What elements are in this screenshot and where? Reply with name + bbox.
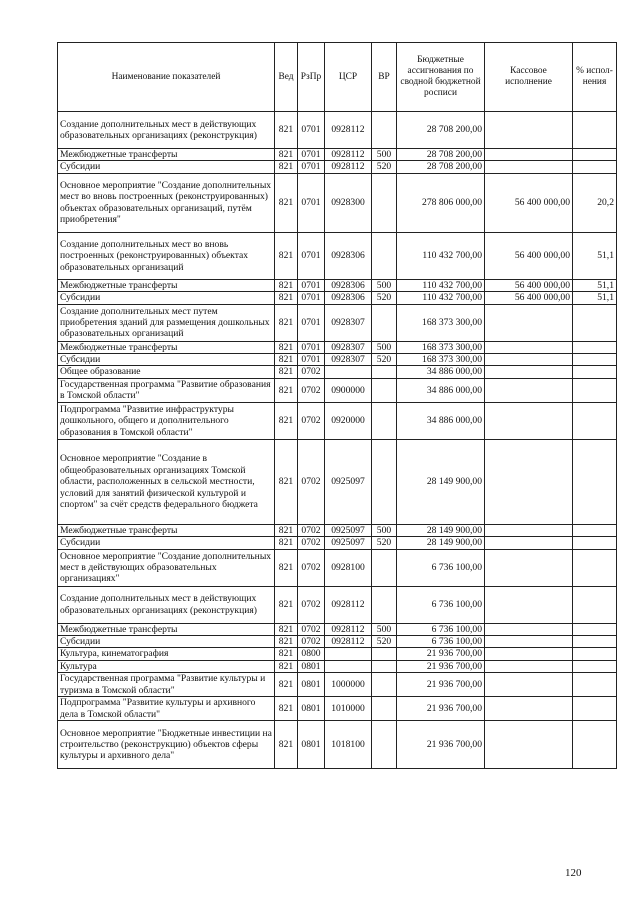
header-kassa: Кассовое исполнение <box>485 43 573 112</box>
table-row <box>58 439 617 524</box>
row-budget: 21 936 700,00 <box>397 673 485 697</box>
row-rzpr: 0702 <box>298 524 325 536</box>
row-budget: 168 373 300,00 <box>397 304 485 341</box>
budget-execution-table <box>57 42 617 769</box>
row-vr <box>372 648 397 660</box>
page-number: 120 <box>565 867 582 879</box>
row-ved: 821 <box>275 378 298 402</box>
row-kassa <box>485 402 573 439</box>
row-ved: 821 <box>275 537 298 549</box>
row-csr: 0925097 <box>325 524 372 536</box>
row-rzpr: 0702 <box>298 549 325 586</box>
table-row <box>58 173 617 232</box>
row-kassa <box>485 524 573 536</box>
row-pct <box>573 623 617 635</box>
header-ved: Вед <box>275 43 298 112</box>
row-pct <box>573 721 617 769</box>
row-rzpr: 0702 <box>298 623 325 635</box>
row-name: Культура, кинематография <box>58 648 275 660</box>
row-ved: 821 <box>275 648 298 660</box>
row-budget: 21 936 700,00 <box>397 721 485 769</box>
row-ved: 821 <box>275 279 298 291</box>
row-csr: 1018100 <box>325 721 372 769</box>
header-budget: Бюджетные ассигнования по сводной бюджетной росписи <box>397 43 485 112</box>
table-row <box>58 292 617 304</box>
row-pct <box>573 586 617 623</box>
table-row <box>58 378 617 402</box>
row-name: Культура <box>58 660 275 672</box>
row-name: Создание дополнительных мест в действующих образовательных организациях (реконструкция) <box>58 112 275 149</box>
row-kassa <box>485 439 573 524</box>
row-ved: 821 <box>275 304 298 341</box>
row-kassa <box>485 636 573 648</box>
table-row <box>58 636 617 648</box>
row-rzpr: 0702 <box>298 378 325 402</box>
row-kassa <box>485 354 573 366</box>
row-kassa <box>485 648 573 660</box>
row-rzpr: 0701 <box>298 354 325 366</box>
row-rzpr: 0702 <box>298 402 325 439</box>
row-name: Подпрограмма "Развитие культуры и архивного дела в Томской области" <box>58 697 275 721</box>
row-ved: 821 <box>275 161 298 173</box>
row-vr <box>372 232 397 279</box>
budget-table-container <box>57 42 616 769</box>
row-rzpr: 0801 <box>298 673 325 697</box>
row-ved: 821 <box>275 697 298 721</box>
row-vr <box>372 378 397 402</box>
row-vr <box>372 721 397 769</box>
row-csr: 0925097 <box>325 439 372 524</box>
row-vr <box>372 112 397 149</box>
row-csr: 1010000 <box>325 697 372 721</box>
row-csr: 0928307 <box>325 341 372 353</box>
row-budget: 28 708 200,00 <box>397 112 485 149</box>
row-budget: 6 736 100,00 <box>397 623 485 635</box>
row-name: Государственная программа "Развитие культуры и туризма в Томской области" <box>58 673 275 697</box>
row-budget: 6 736 100,00 <box>397 549 485 586</box>
row-ved: 821 <box>275 721 298 769</box>
row-vr <box>372 439 397 524</box>
row-rzpr: 0701 <box>298 161 325 173</box>
row-rzpr: 0701 <box>298 112 325 149</box>
row-kassa <box>485 341 573 353</box>
row-kassa <box>485 161 573 173</box>
row-budget: 168 373 300,00 <box>397 354 485 366</box>
row-csr: 0928112 <box>325 586 372 623</box>
table-row <box>58 623 617 635</box>
table-row <box>58 354 617 366</box>
row-ved: 821 <box>275 623 298 635</box>
row-name: Создание дополнительных мест во вновь построенных (реконструированных) объектах образовательных организаций <box>58 232 275 279</box>
table-row <box>58 660 617 672</box>
row-vr: 520 <box>372 636 397 648</box>
row-csr: 0928306 <box>325 232 372 279</box>
row-kassa <box>485 149 573 161</box>
table-row <box>58 112 617 149</box>
row-ved: 821 <box>275 366 298 378</box>
table-header-row <box>58 43 617 112</box>
row-ved: 821 <box>275 112 298 149</box>
row-csr: 0928112 <box>325 149 372 161</box>
row-budget: 34 886 000,00 <box>397 378 485 402</box>
row-pct <box>573 549 617 586</box>
row-pct <box>573 648 617 660</box>
row-vr: 500 <box>372 623 397 635</box>
row-rzpr: 0701 <box>298 173 325 232</box>
row-pct <box>573 537 617 549</box>
table-row <box>58 149 617 161</box>
row-vr <box>372 173 397 232</box>
row-kassa: 56 400 000,00 <box>485 279 573 291</box>
row-vr: 520 <box>372 292 397 304</box>
row-csr: 0928307 <box>325 354 372 366</box>
row-rzpr: 0701 <box>298 279 325 291</box>
row-ved: 821 <box>275 524 298 536</box>
table-row <box>58 304 617 341</box>
row-name: Основное мероприятие "Создание дополнительных мест в действующих образовательных организациях" <box>58 549 275 586</box>
table-row <box>58 586 617 623</box>
row-pct: 51,1 <box>573 232 617 279</box>
row-name: Субсидии <box>58 636 275 648</box>
header-pct: % испол-нения <box>573 43 617 112</box>
table-row <box>58 648 617 660</box>
row-budget: 21 936 700,00 <box>397 660 485 672</box>
row-kassa <box>485 721 573 769</box>
row-name: Основное мероприятие "Бюджетные инвестиции на строительство (реконструкцию) объектов сферы культуры и архивного дела" <box>58 721 275 769</box>
row-vr: 500 <box>372 524 397 536</box>
row-pct: 51,1 <box>573 292 617 304</box>
row-pct <box>573 354 617 366</box>
row-csr: 0920000 <box>325 402 372 439</box>
row-budget: 110 432 700,00 <box>397 279 485 291</box>
row-vr <box>372 366 397 378</box>
row-ved: 821 <box>275 341 298 353</box>
row-vr <box>372 304 397 341</box>
header-name: Наименование показателей <box>58 43 275 112</box>
row-name: Межбюджетные трансферты <box>58 149 275 161</box>
table-row <box>58 549 617 586</box>
row-csr <box>325 660 372 672</box>
table-row <box>58 402 617 439</box>
row-ved: 821 <box>275 660 298 672</box>
row-kassa <box>485 366 573 378</box>
row-csr <box>325 648 372 660</box>
row-name: Межбюджетные трансферты <box>58 279 275 291</box>
row-budget: 28 708 200,00 <box>397 149 485 161</box>
row-pct <box>573 341 617 353</box>
row-pct: 20,2 <box>573 173 617 232</box>
table-row <box>58 721 617 769</box>
row-kassa <box>485 378 573 402</box>
table-row <box>58 232 617 279</box>
row-csr: 0928112 <box>325 112 372 149</box>
row-csr: 1000000 <box>325 673 372 697</box>
row-kassa <box>485 623 573 635</box>
row-vr: 500 <box>372 149 397 161</box>
row-csr: 0928100 <box>325 549 372 586</box>
row-vr <box>372 697 397 721</box>
row-kassa: 56 400 000,00 <box>485 292 573 304</box>
row-pct <box>573 366 617 378</box>
row-rzpr: 0702 <box>298 537 325 549</box>
table-row <box>58 673 617 697</box>
row-kassa: 56 400 000,00 <box>485 232 573 279</box>
table-row <box>58 279 617 291</box>
row-pct <box>573 112 617 149</box>
row-budget: 6 736 100,00 <box>397 586 485 623</box>
row-csr: 0928307 <box>325 304 372 341</box>
row-pct <box>573 304 617 341</box>
row-budget: 168 373 300,00 <box>397 341 485 353</box>
table-row <box>58 161 617 173</box>
row-vr <box>372 402 397 439</box>
row-ved: 821 <box>275 402 298 439</box>
row-name: Общее образование <box>58 366 275 378</box>
row-name: Межбюджетные трансферты <box>58 524 275 536</box>
header-rzpr: РзПр <box>298 43 325 112</box>
row-vr: 520 <box>372 161 397 173</box>
row-kassa <box>485 673 573 697</box>
row-budget: 110 432 700,00 <box>397 292 485 304</box>
row-ved: 821 <box>275 292 298 304</box>
row-name: Подпрограмма "Развитие инфраструктуры дошкольного, общего и дополнительного образования в Томской области" <box>58 402 275 439</box>
row-rzpr: 0701 <box>298 292 325 304</box>
row-ved: 821 <box>275 549 298 586</box>
row-csr: 0928112 <box>325 636 372 648</box>
row-name: Создание дополнительных мест в действующих образовательных организациях (реконструкция) <box>58 586 275 623</box>
row-ved: 821 <box>275 354 298 366</box>
row-rzpr: 0801 <box>298 660 325 672</box>
row-ved: 821 <box>275 586 298 623</box>
row-ved: 821 <box>275 673 298 697</box>
row-ved: 821 <box>275 439 298 524</box>
row-budget: 34 886 000,00 <box>397 366 485 378</box>
row-pct <box>573 161 617 173</box>
row-pct <box>573 402 617 439</box>
row-kassa <box>485 112 573 149</box>
header-vr: ВР <box>372 43 397 112</box>
table-row <box>58 341 617 353</box>
row-kassa: 56 400 000,00 <box>485 173 573 232</box>
row-name: Межбюджетные трансферты <box>58 341 275 353</box>
row-name: Создание дополнительных мест путем приобретения зданий для размещения дошкольных образовательных организаций <box>58 304 275 341</box>
row-csr: 0928306 <box>325 292 372 304</box>
row-budget: 278 806 000,00 <box>397 173 485 232</box>
row-rzpr: 0702 <box>298 636 325 648</box>
table-body <box>58 112 617 769</box>
row-vr <box>372 660 397 672</box>
row-csr <box>325 366 372 378</box>
row-rzpr: 0800 <box>298 648 325 660</box>
row-name: Субсидии <box>58 161 275 173</box>
row-csr: 0928300 <box>325 173 372 232</box>
row-name: Основное мероприятие "Создание в общеобразовательных организациях Томской области, расположенных в сельской местности, условий для занятий физической культурой и спортом" за счёт средств федерального бюджета <box>58 439 275 524</box>
row-pct: 51,1 <box>573 279 617 291</box>
header-csr: ЦСР <box>325 43 372 112</box>
table-row <box>58 366 617 378</box>
row-vr: 520 <box>372 537 397 549</box>
row-kassa <box>485 549 573 586</box>
row-vr: 500 <box>372 341 397 353</box>
row-budget: 28 149 900,00 <box>397 524 485 536</box>
row-rzpr: 0702 <box>298 586 325 623</box>
row-kassa <box>485 586 573 623</box>
row-budget: 110 432 700,00 <box>397 232 485 279</box>
row-ved: 821 <box>275 636 298 648</box>
row-rzpr: 0701 <box>298 232 325 279</box>
row-pct <box>573 660 617 672</box>
row-name: Субсидии <box>58 292 275 304</box>
row-ved: 821 <box>275 232 298 279</box>
row-kassa <box>485 660 573 672</box>
row-pct <box>573 378 617 402</box>
row-csr: 0928306 <box>325 279 372 291</box>
row-budget: 6 736 100,00 <box>397 636 485 648</box>
row-kassa <box>485 537 573 549</box>
row-budget: 21 936 700,00 <box>397 697 485 721</box>
row-pct <box>573 524 617 536</box>
table-row <box>58 697 617 721</box>
row-name: Субсидии <box>58 537 275 549</box>
row-pct <box>573 149 617 161</box>
row-budget: 28 708 200,00 <box>397 161 485 173</box>
row-csr: 0928112 <box>325 623 372 635</box>
row-pct <box>573 636 617 648</box>
row-name: Субсидии <box>58 354 275 366</box>
row-rzpr: 0702 <box>298 439 325 524</box>
row-budget: 28 149 900,00 <box>397 537 485 549</box>
row-pct <box>573 439 617 524</box>
row-rzpr: 0702 <box>298 366 325 378</box>
row-name: Государственная программа "Развитие образования в Томской области" <box>58 378 275 402</box>
row-vr: 500 <box>372 279 397 291</box>
row-ved: 821 <box>275 149 298 161</box>
row-name: Основное мероприятие "Создание дополнительных мест во вновь построенных (реконструированных) объектах образовательных организаций, путём приобретения" <box>58 173 275 232</box>
row-rzpr: 0701 <box>298 149 325 161</box>
row-vr: 520 <box>372 354 397 366</box>
row-pct <box>573 697 617 721</box>
row-rzpr: 0801 <box>298 721 325 769</box>
row-budget: 34 886 000,00 <box>397 402 485 439</box>
row-pct <box>573 673 617 697</box>
row-vr <box>372 586 397 623</box>
row-ved: 821 <box>275 173 298 232</box>
row-csr: 0928112 <box>325 161 372 173</box>
row-kassa <box>485 304 573 341</box>
row-budget: 21 936 700,00 <box>397 648 485 660</box>
row-kassa <box>485 697 573 721</box>
row-csr: 0900000 <box>325 378 372 402</box>
row-rzpr: 0701 <box>298 341 325 353</box>
table-row <box>58 537 617 549</box>
row-csr: 0925097 <box>325 537 372 549</box>
row-budget: 28 149 900,00 <box>397 439 485 524</box>
row-vr <box>372 549 397 586</box>
row-rzpr: 0801 <box>298 697 325 721</box>
table-row <box>58 524 617 536</box>
row-rzpr: 0701 <box>298 304 325 341</box>
row-vr <box>372 673 397 697</box>
row-name: Межбюджетные трансферты <box>58 623 275 635</box>
